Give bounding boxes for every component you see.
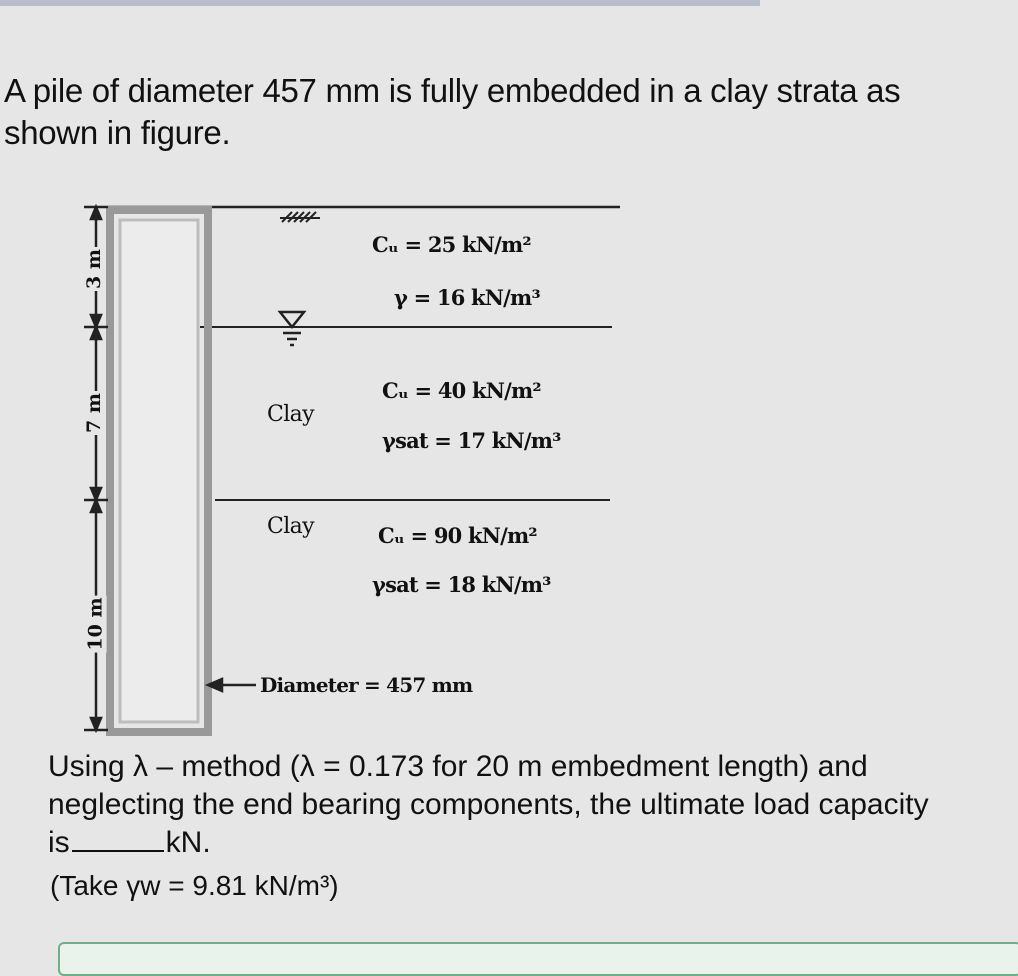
layer3-gamma: γsat = 18 kN/m³ xyxy=(372,572,551,597)
diameter-label: Diameter = 457 mm xyxy=(260,673,473,697)
layer2-gamma: γsat = 17 kN/m³ xyxy=(382,428,561,453)
layer2-label: Clay xyxy=(267,402,315,427)
question-line-2: shown in figure. xyxy=(4,114,231,151)
pile-inner xyxy=(120,220,198,722)
question-line-1: A pile of diameter 457 mm is fully embedded in a clay strata as xyxy=(4,72,901,109)
ground-hatch-icon xyxy=(280,212,320,222)
water-table-icon xyxy=(280,312,304,345)
statement-line-3 xyxy=(48,824,1008,862)
dim-10m: 10 m xyxy=(84,597,107,651)
layer3-label: Clay xyxy=(267,514,315,539)
problem-statement xyxy=(48,748,1008,862)
statement-unit: kN. xyxy=(165,826,211,859)
layer1-gamma: γ = 16 kN/m³ xyxy=(394,285,540,310)
diameter-arrow xyxy=(208,679,256,691)
statement-line-2: neglecting the end bearing components, the ultimate load capacity xyxy=(48,788,929,821)
statement-line-1: Using λ – method (λ = 0.173 for 20 m embedment length) and xyxy=(48,750,868,783)
answer-blank xyxy=(72,826,164,852)
statement-is: is xyxy=(48,826,70,859)
dim-3m: 3 m xyxy=(82,249,105,289)
take-note: (Take γw = 9.81 kN/m³) xyxy=(50,870,339,901)
layer2-cu: Cᵤ = 40 kN/m² xyxy=(382,378,541,403)
answer-bar[interactable] xyxy=(58,942,1018,976)
layer1-cu: Cᵤ = 25 kN/m² xyxy=(372,232,531,257)
layer3-cu: Cᵤ = 90 kN/m² xyxy=(378,523,537,548)
dim-7m: 7 m xyxy=(82,393,105,433)
